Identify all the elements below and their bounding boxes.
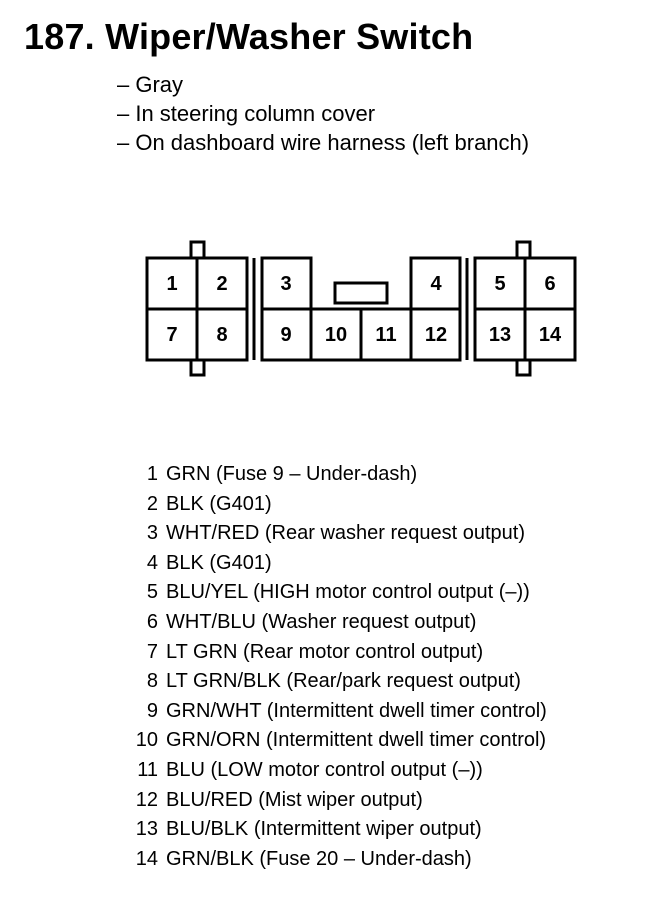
pin-row [130, 667, 547, 697]
pin-description: WHT/RED (Rear washer request output) [166, 522, 526, 545]
pin-description: GRN/WHT (Intermittent dwell timer control) [166, 699, 547, 722]
pin-assignment-list [130, 460, 547, 874]
pin-row [130, 608, 547, 638]
pin-description: BLU/RED (Mist wiper output) [166, 788, 423, 811]
section-number: 187. [24, 16, 95, 57]
pin-row [130, 490, 547, 520]
pin-number: 7 [146, 640, 158, 663]
pin-description: BLK (G401) [166, 551, 272, 574]
pin-description: WHT/BLU (Washer request output) [166, 610, 477, 633]
pin-row [130, 697, 547, 727]
pin-row [130, 549, 547, 579]
pin-row [130, 726, 547, 756]
pin-number: 8 [146, 670, 158, 693]
pin-row [130, 460, 547, 490]
pin-number: 13 [135, 818, 158, 841]
pin-row [130, 845, 547, 875]
pin-description: LT GRN/BLK (Rear/park request output) [166, 670, 521, 693]
pin-number: 2 [146, 492, 158, 515]
pin-number: 9 [146, 699, 158, 722]
pin-number: 14 [135, 847, 158, 870]
pin-description: BLU/YEL (HIGH motor control output (–)) [166, 581, 530, 604]
pin-row [130, 638, 547, 668]
pin-description: BLU/BLK (Intermittent wiper output) [166, 818, 482, 841]
detail-color: – Gray [117, 72, 184, 97]
cavity-label: 7 [166, 324, 178, 346]
connector-face-diagram [130, 232, 590, 382]
pin-description: GRN/ORN (Intermittent dwell timer control) [166, 729, 547, 752]
section-title: Wiper/Washer Switch [105, 16, 474, 57]
page-title [24, 16, 473, 58]
detail-location: – In steering column cover [117, 101, 376, 126]
cavity-label: 1 [166, 273, 178, 295]
connector-details [117, 70, 529, 157]
pin-number: 6 [146, 610, 158, 633]
cavity-label: 9 [280, 324, 292, 346]
cavity-label: 2 [216, 273, 228, 295]
pin-description: BLK (G401) [166, 492, 272, 515]
pin-row [130, 815, 547, 845]
connector-lock-tab [191, 242, 204, 259]
cavity-label: 13 [488, 324, 512, 346]
cavity-label: 11 [375, 324, 397, 346]
cavity-label: 12 [424, 324, 448, 346]
pin-row [130, 578, 547, 608]
pin-description: GRN/BLK (Fuse 20 – Under-dash) [166, 847, 472, 870]
connector-key [335, 283, 387, 303]
pin-number: 5 [146, 581, 158, 604]
pin-number: 10 [135, 729, 158, 752]
pin-description: GRN (Fuse 9 – Under-dash) [166, 463, 418, 485]
cavity-label: 6 [544, 273, 556, 295]
pin-number: 4 [146, 551, 158, 574]
pin-row [130, 519, 547, 549]
pin-description: LT GRN (Rear motor control output) [166, 640, 484, 663]
cavity-label: 8 [216, 324, 228, 346]
pin-description: BLU (LOW motor control output (–)) [166, 758, 483, 781]
pin-number: 12 [135, 788, 158, 811]
cavity-label: 4 [430, 273, 442, 295]
detail-harness: – On dashboard wire harness (left branch) [117, 130, 530, 155]
pin-row [130, 756, 547, 786]
pin-number: 3 [146, 522, 158, 545]
connector-lock-tab [517, 242, 530, 259]
cavity-label: 5 [494, 273, 506, 295]
pin-number: 11 [137, 758, 158, 781]
cavity-label: 10 [324, 324, 348, 346]
pin-number: 1 [146, 463, 158, 485]
cavity-label: 14 [538, 324, 562, 346]
cavity-label: 3 [280, 273, 292, 295]
pin-row [130, 786, 547, 816]
